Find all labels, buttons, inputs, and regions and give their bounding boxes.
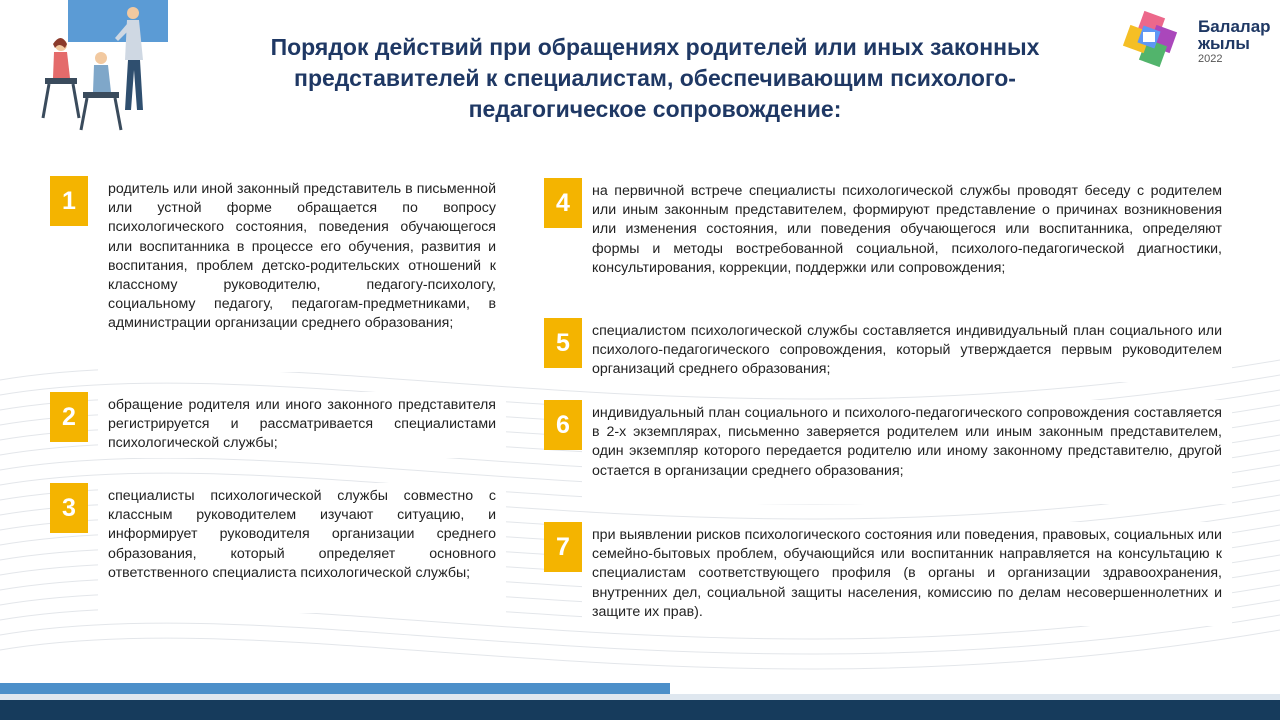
step-text: родитель или иной законный представитель в письменной или устной форме обращается по вопросу психологического состояния, поведения обучающегося или воспитанника в процессе его обучения, развития и воспитания, проблем детско-родительских отношений к классному руководителю, педагогу-психологу, социальному педагогу, педагогам-предметниками, в администрации организации среднего образования; [98, 176, 506, 372]
step-number: 7 [544, 522, 582, 572]
logo-name: Балалар жылы [1198, 17, 1271, 53]
step-number: 6 [544, 400, 582, 450]
step-number: 3 [50, 483, 88, 533]
step-number: 2 [50, 392, 88, 442]
bottom-bar [0, 700, 1280, 720]
step-number: 5 [544, 318, 582, 368]
step-text: специалистом психологической службы составляется индивидуальный план социального или психолого-педагогического сопровождения, который утверждается первым руководителем организаций среднего образования; [582, 318, 1232, 382]
step-number: 4 [544, 178, 582, 228]
meeting-illustration [35, 0, 175, 135]
step-text: на первичной встрече специалисты психологической службы проводят беседу с родителем или иным законным представителем, формируют представление о причинах возникновения или изменения состояния, или поведения обучающегося или воспитанника, определяют формы и методы востребованной социальной, психолого-педагогической диагностики, консультирования, коррекции, поддержки или сопровождения; [582, 178, 1232, 300]
page-title: Порядок действий при обращениях родителей или иных законных представителей к специалистам, обеспечивающим психолого-педагогическое сопровождение: [270, 34, 1040, 122]
step-text: обращение родителя или иного законного представителя регистрируется и рассматривается специалистами психологической службы; [98, 392, 506, 458]
logo [1118, 10, 1280, 72]
step-text: индивидуальный план социального и психолого-педагогического сопровождения составляется в 2-х экземплярах, письменно заверяется родителем или иным законным представителем, один экземпляр которого передается родителю или иному законному представителю, другой остается в организации среднего образования; [582, 400, 1232, 504]
step-text: при выявлении рисков психологического состояния или поведения, правовых, социальных или семейно-бытовых проблем, обучающийся или воспитанник направляется на консультацию к специалистам соответствующего профиля (в органы и организации здравоохранения, внутренних дел, социальной защиты населения, комиссию по делам несовершеннолетних и защите их прав). [582, 522, 1232, 626]
logo-year: 2022 [1198, 53, 1223, 65]
bottom-accent-stripe [0, 683, 670, 694]
step-text: специалисты психологической службы совместно с классным руководителем изучают ситуацию, и информирует руководителя организации среднего образования, который определяет основного ответственного специалиста психологической службы; [98, 483, 506, 613]
logo-mark-icon [1120, 10, 1180, 70]
step-number: 1 [50, 176, 88, 226]
